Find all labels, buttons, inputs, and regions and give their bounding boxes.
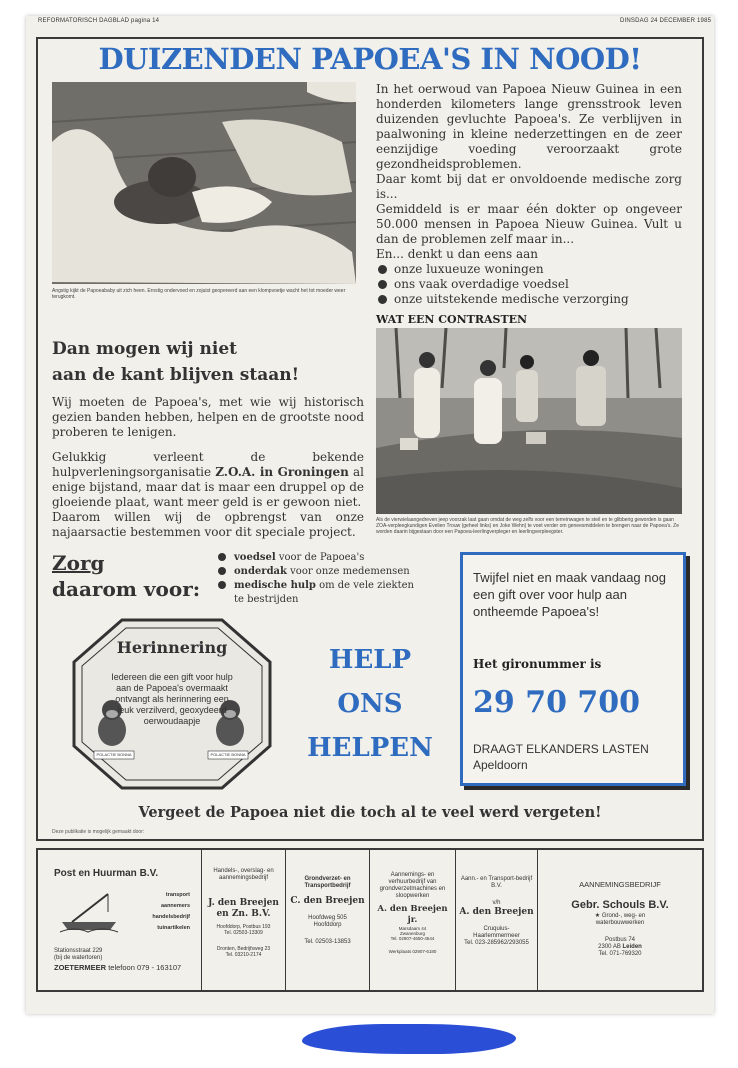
ad-contact — [54, 963, 181, 972]
ad-address: Cruquius- — [483, 926, 510, 932]
zorg-item-rest: om de vele ziekten te bestrijden — [234, 580, 414, 605]
herinnering-title: Herinnering — [116, 638, 228, 657]
ad-phone: Tel. 02503-13853 — [304, 939, 351, 945]
ad-tagline: Grondverzet- en Transportbedrijf — [304, 876, 351, 889]
ad-tagline: Aann.- en Transport-bedrijf B.V. — [460, 876, 533, 889]
ad-postcode: 2300 AB — [598, 944, 623, 950]
organisation-city: Apeldoorn — [473, 758, 528, 772]
ad-vh: v/h — [492, 900, 501, 906]
ad-workshop: Werkplaats 02907-6180 — [388, 949, 437, 954]
ad-address: Postbus 74 — [604, 937, 636, 943]
ad-name: A. den Breejen jr. — [377, 904, 448, 925]
ad-phone: Tel. 023-285962/293055 — [464, 940, 529, 946]
giro-label: Het gironummer is — [473, 657, 602, 671]
monkey-tag: POLACTIE BONNA — [96, 752, 132, 757]
donation-box — [460, 552, 686, 786]
ad-city: Haarlemmermeer — [473, 933, 520, 939]
list-item — [216, 551, 414, 565]
sponsor-ads — [36, 848, 704, 992]
ad-post-huurman — [38, 850, 202, 990]
ad-services: ★ Grond-, weg- en waterbouwwerken — [594, 913, 646, 926]
intro-p4: En... denkt u dan eens aan — [376, 247, 539, 261]
giro-number: 29 70 700 — [473, 685, 641, 720]
ad-name: A. den Breejen — [459, 907, 534, 917]
zorg-heading — [52, 550, 200, 602]
ad-phone: telefoon 079 - 163107 — [108, 963, 182, 972]
ad-phone: Tel. 02907-4650-4544 — [390, 936, 435, 941]
donation-question: Twijfel niet en maak vandaag nog een gift over voor hulp aan ontheemde Papoea's! — [473, 570, 666, 619]
headline: DUIZENDEN PAPOEA'S IN NOOD! — [98, 42, 642, 76]
zoa-org: Z.O.A. in Groningen — [215, 465, 349, 479]
ad-address: Dronten, Bedrijfsweg 23 — [216, 946, 271, 952]
ad-phone: Tel. 03210-2174 — [225, 952, 262, 958]
luxury-list — [376, 262, 682, 307]
ad-service: aannemers — [160, 903, 190, 909]
help-word: HELP — [328, 645, 412, 675]
zorg-line1: Zorg — [52, 551, 105, 575]
ad-address: Hoofddorp, Postbus 193 — [216, 924, 271, 930]
blue-stain — [302, 1024, 516, 1054]
organisation-name: DRAAGT ELKANDERS LASTEN — [473, 742, 649, 756]
subheading-line2: aan de kant blijven staan! — [52, 365, 300, 385]
crane-icon — [58, 888, 120, 934]
intro-p2: Daar komt bij dat er onvoldoende medische zorg is... — [376, 172, 682, 201]
ad-j-den-breejen — [202, 850, 286, 990]
ad-address: Hoofdweg 505 — [308, 915, 347, 921]
ad-services — [130, 890, 190, 934]
zorg-line2: daarom voor: — [52, 577, 201, 601]
photo-nurses-walking — [376, 328, 682, 514]
list-item: ons vaak overdadige voedsel — [376, 277, 682, 292]
ad-c-den-breejen — [286, 850, 370, 990]
organisation — [473, 741, 649, 773]
zorg-item-rest: voor de Papoea's — [275, 552, 365, 563]
photo-papoea-baby — [52, 82, 356, 284]
help-slogan — [290, 638, 450, 770]
zorg-list — [216, 551, 414, 607]
ad-tagline: AANNEMINGSBEDRIJF — [579, 880, 661, 889]
contrast-heading: WAT EEN CONTRASTEN — [376, 313, 528, 326]
closing-slogan: Vergeet de Papoea niet die toch al te veel werd vergeten! — [138, 804, 602, 821]
intro-p1: In het oerwoud van Papoea Nieuw Guinea in een honderden kilometers lange grensstrook leven duizenden gevluchte Papoea's. Ze verblijven in paalwoning in kleine nederzettingen en de zeer eenzijdige voeding veroorzaakt grote gezondheidsproblemen. — [376, 82, 682, 171]
zorg-item-bold: medische hulp — [234, 580, 316, 591]
ad-tagline: Aannemings- en verhuurbedrijf van grondverzetmachines en sloopwerken — [379, 872, 446, 899]
herinnering-box — [72, 618, 272, 790]
zorg-item-bold: onderdak — [234, 566, 287, 577]
ad-tagline: Handels-, overslag- en aannemingsbedrijf — [213, 868, 274, 881]
intro-p3: Gemiddeld is er maar één dokter op ongeveer 50.000 mensen in Papoea Nieuw Guinea. Vult u dan de problemen zelf maar in... — [376, 202, 682, 246]
photo2-caption: Als de vierwielaangedreven jeep voorzak laat gaan omdat de weg zelfs voor een terreinwagen te steil en te glibberig geworden is gaan ZOA-verpleegkundigen Evelien Trouw (geheel links) en Joke Wehn) te voet verder om geneesmiddelen te brengen naar de Papoea's. Ze worden daarin bijgestaan door een Papoea-leerlingverpleger en leerlingverpleegster. — [376, 517, 679, 535]
monkey-tag: POLACTIE BONNA — [210, 752, 246, 757]
ad-address-note: (bij de watertoren) — [54, 955, 103, 961]
zorg-item-bold: voedsel — [234, 552, 276, 563]
body-p1: Wij moeten de Papoea's, met wie wij historisch gezien banden hebben, helpen en de grootste nood proberen te lenigen. — [52, 395, 364, 439]
ad-street: Stationsstraat 229 — [54, 948, 103, 954]
ad-city: Zwanenburg — [399, 931, 426, 936]
running-head-left: REFORMATORISCH DAGBLAD pagina 14 — [38, 18, 160, 24]
ad-city: Hoofddorp — [313, 922, 342, 928]
subheading-line1: Dan mogen wij niet — [52, 339, 237, 359]
zorg-item-rest: voor onze medemensen — [286, 566, 410, 577]
help-word: ONS — [337, 689, 403, 719]
ad-name: C. den Breejen — [290, 896, 365, 906]
ad-gebr-schouls — [538, 850, 702, 990]
body-p2-end: al enige bijstand, maar dat is maar een druppel op de gloeiende plaat, want meer geld is er gewoon niet. — [52, 465, 364, 509]
photo1-caption: Angstig kijkt de Papoeababy uit zich heen. Ernstig ondervoed en zojuist geopereerd aan een klompvoetje wacht het tot moeder weer terugkomt. — [52, 288, 346, 300]
ad-service: tuinartikelen — [157, 925, 190, 931]
body-p3: Daarom willen wij de opbrengst van onze najaarsactie bestemmen voor dit speciale project. — [52, 510, 364, 539]
list-item: onze uitstekende medische verzorging — [376, 292, 682, 307]
ad-city-name: Leiden — [622, 944, 642, 950]
sponsor-disclaimer: Deze publikatie is mogelijk gemaakt door: — [52, 829, 145, 835]
ad-phone: Tel. 02503-13309 — [224, 930, 263, 936]
intro-text — [376, 82, 682, 307]
help-word: HELPEN — [307, 733, 433, 763]
running-head-right: DINSDAG 24 DECEMBER 1985 — [620, 18, 712, 24]
list-item: onze luxueuze woningen — [376, 262, 682, 277]
ad-service: handelsbedrijf — [152, 914, 190, 920]
herinnering-text: Iedereen die een gift voor hulp aan de Papoea's overmaakt ontvangt als herinnering een leuk verzilverd, geoxydeerd oerwoudaapje — [111, 672, 233, 726]
list-item — [216, 565, 414, 579]
ad-city — [544, 944, 696, 951]
subheading — [52, 336, 299, 388]
ad-name: Gebr. Schouls B.V. — [571, 899, 669, 911]
ad-address: Marsdaam 44 — [398, 926, 427, 931]
body-p2-start: Gelukkig verleent de bekende hulpverleningsorganisatie — [52, 450, 364, 479]
ad-a-den-breejen-jr — [370, 850, 456, 990]
list-item — [216, 579, 414, 607]
ad-name: J. den Breejen en Zn. B.V. — [208, 898, 279, 919]
ad-name: Post en Huurman B.V. — [54, 868, 159, 879]
ad-aann-den-breejen — [456, 850, 538, 990]
body-text — [52, 395, 364, 540]
ad-address — [54, 948, 102, 962]
ad-service: transport — [165, 892, 190, 898]
ad-phone: Tel. 071-769320 — [598, 951, 642, 957]
ad-city: ZOETERMEER — [54, 963, 107, 972]
